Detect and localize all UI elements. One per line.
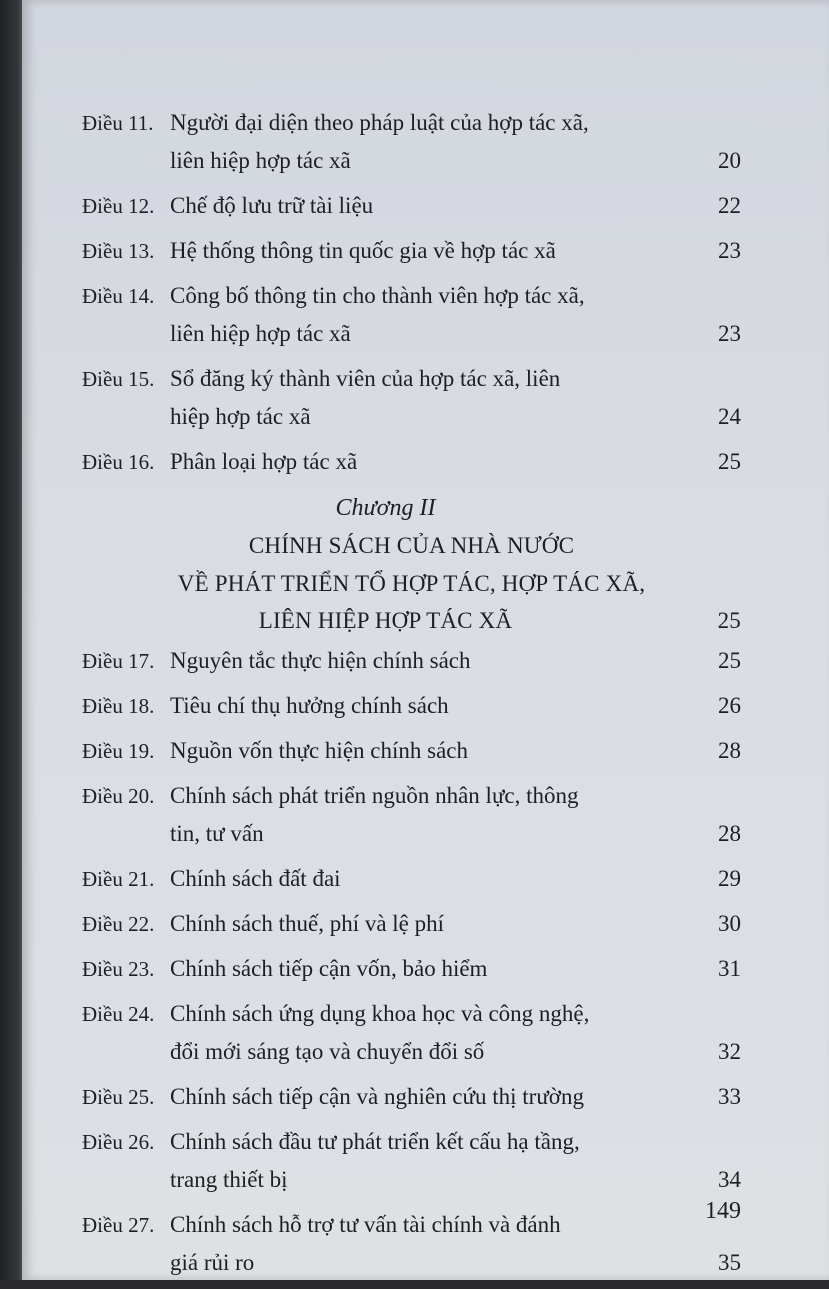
article-number: Điều 22. (82, 912, 155, 936)
toc-entry (82, 732, 741, 770)
toc-entry-line (82, 995, 741, 1033)
chapter-title-line: CHÍNH SÁCH CỦA NHÀ NƯỚC (248, 533, 575, 558)
page-number: 29 (718, 866, 741, 891)
toc-entry (82, 1123, 741, 1199)
article-number: Điều 18. (82, 694, 155, 718)
toc-entry (82, 104, 741, 180)
toc-entry-line (82, 860, 741, 898)
toc-entry (82, 360, 741, 436)
toc-entry (82, 860, 741, 898)
article-number: Điều 25. (82, 1085, 155, 1109)
article-title: Chính sách tiếp cận vốn, bảo hiểm (170, 956, 488, 981)
chapter-page-number: 25 (717, 608, 741, 633)
article-number: Điều 21. (82, 867, 155, 891)
article-title: đổi mới sáng tạo và chuyển đổi số (170, 1039, 485, 1064)
toc-entry-line (82, 905, 741, 943)
article-number: Điều 14. (82, 284, 155, 308)
toc-entry-line (82, 777, 741, 815)
toc-entry-line (82, 1078, 741, 1116)
article-title: Chính sách phát triển nguồn nhân lực, thông (170, 783, 579, 808)
chapter-title-line: VỀ PHÁT TRIỂN TỔ HỢP TÁC, HỢP TÁC XÃ, (177, 571, 646, 596)
chapter-label: Chương II (335, 495, 436, 521)
toc-entry-line (82, 104, 741, 142)
article-title: Chính sách thuế, phí và lệ phí (170, 911, 445, 936)
page-number: 23 (718, 238, 741, 263)
toc-entry-line (82, 277, 741, 315)
page-number: 25 (718, 648, 741, 673)
toc-entry-line (82, 1161, 741, 1199)
toc-entry-line (82, 815, 741, 853)
article-title: tin, tư vấn (170, 821, 264, 846)
article-number: Điều 19. (82, 739, 155, 763)
article-title: Chính sách hỗ trợ tư vấn tài chính và đánh (170, 1212, 561, 1237)
table-of-contents (82, 104, 741, 1289)
toc-entry (82, 950, 741, 988)
article-number: Điều 20. (82, 784, 155, 808)
toc-entry-line (82, 315, 741, 353)
page-number: 24 (718, 404, 741, 429)
page-number: 23 (718, 321, 741, 346)
page-number: 35 (718, 1250, 741, 1275)
article-title: Chính sách tiếp cận và nghiên cứu thị trường (170, 1084, 584, 1109)
page-number: 25 (718, 449, 741, 474)
toc-entry-line (82, 232, 741, 270)
article-title: liên hiệp hợp tác xã (170, 148, 351, 173)
toc-entry-line (82, 642, 741, 680)
page-number: 34 (718, 1167, 741, 1192)
page-number: 28 (718, 821, 741, 846)
article-number: Điều 13. (82, 239, 155, 263)
article-title: Tiêu chí thụ hưởng chính sách (170, 693, 449, 718)
article-number: Điều 27. (82, 1213, 155, 1237)
article-number: Điều 26. (82, 1130, 155, 1154)
toc-entry (82, 1206, 741, 1282)
toc-entry-line (82, 142, 741, 180)
toc-entry-line (82, 1244, 741, 1282)
article-title: liên hiệp hợp tác xã (170, 321, 351, 346)
toc-entry (82, 232, 741, 270)
toc-entry-line (82, 398, 741, 436)
toc-entry (82, 905, 741, 943)
article-title: Nguồn vốn thực hiện chính sách (170, 738, 468, 763)
toc-entry (82, 187, 741, 225)
toc-entry (82, 687, 741, 725)
book-page (22, 0, 829, 1280)
page-number: 33 (718, 1084, 741, 1109)
toc-entry-line (82, 950, 741, 988)
article-title: giá rủi ro (170, 1250, 255, 1275)
chapter-title-line: LIÊN HIỆP HỢP TÁC XÃ (258, 608, 513, 633)
toc-entry-line (82, 360, 741, 398)
article-title: hiệp hợp tác xã (170, 404, 311, 429)
article-title: Người đại diện theo pháp luật của hợp tác xã, (170, 110, 589, 135)
page-number: 20 (718, 148, 741, 173)
article-number: Điều 17. (82, 649, 155, 673)
page-number: 30 (718, 911, 741, 936)
article-number: Điều 11. (82, 111, 154, 135)
article-title: Chính sách đầu tư phát triển kết cấu hạ tầng, (170, 1129, 580, 1154)
toc-entry-line (82, 1206, 741, 1244)
article-title: Hệ thống thông tin quốc gia về hợp tác xã (170, 238, 556, 263)
article-title: Chế độ lưu trữ tài liệu (170, 193, 374, 218)
article-title: Công bố thông tin cho thành viên hợp tác xã, (170, 283, 585, 308)
page-folio: 149 (705, 1198, 741, 1224)
chapter-heading (82, 489, 741, 638)
article-number: Điều 15. (82, 367, 155, 391)
toc-entry (82, 642, 741, 680)
article-number: Điều 23. (82, 957, 155, 981)
toc-section-chapter-2 (82, 642, 741, 1282)
toc-entry (82, 1078, 741, 1116)
article-title: Sổ đăng ký thành viên của hợp tác xã, liên (170, 366, 561, 391)
toc-entry (82, 995, 741, 1071)
page-number: 28 (718, 738, 741, 763)
article-title: Chính sách ứng dụng khoa học và công nghệ, (170, 1001, 590, 1026)
page-number: 26 (718, 693, 741, 718)
page-number: 31 (718, 956, 741, 981)
toc-section-chapter-1 (82, 104, 741, 481)
toc-entry-line (82, 187, 741, 225)
chapter-title-last-line (82, 603, 741, 638)
book-spine-edge (0, 0, 22, 1280)
article-title: Nguyên tắc thực hiện chính sách (170, 648, 471, 673)
toc-entry-line (82, 1033, 741, 1071)
toc-entry-line (82, 443, 741, 481)
article-number: Điều 16. (82, 450, 155, 474)
page-number: 32 (718, 1039, 741, 1064)
page-number: 22 (718, 193, 741, 218)
toc-entry-line (82, 687, 741, 725)
toc-entry (82, 777, 741, 853)
toc-entry (82, 277, 741, 353)
article-title: Phân loại hợp tác xã (170, 449, 358, 474)
article-number: Điều 24. (82, 1002, 155, 1026)
toc-entry (82, 443, 741, 481)
article-title: trang thiết bị (170, 1167, 288, 1192)
article-title: Chính sách đất đai (170, 866, 341, 891)
toc-entry-line (82, 732, 741, 770)
toc-entry-line (82, 1123, 741, 1161)
article-number: Điều 12. (82, 194, 155, 218)
chapter-title (82, 527, 741, 638)
